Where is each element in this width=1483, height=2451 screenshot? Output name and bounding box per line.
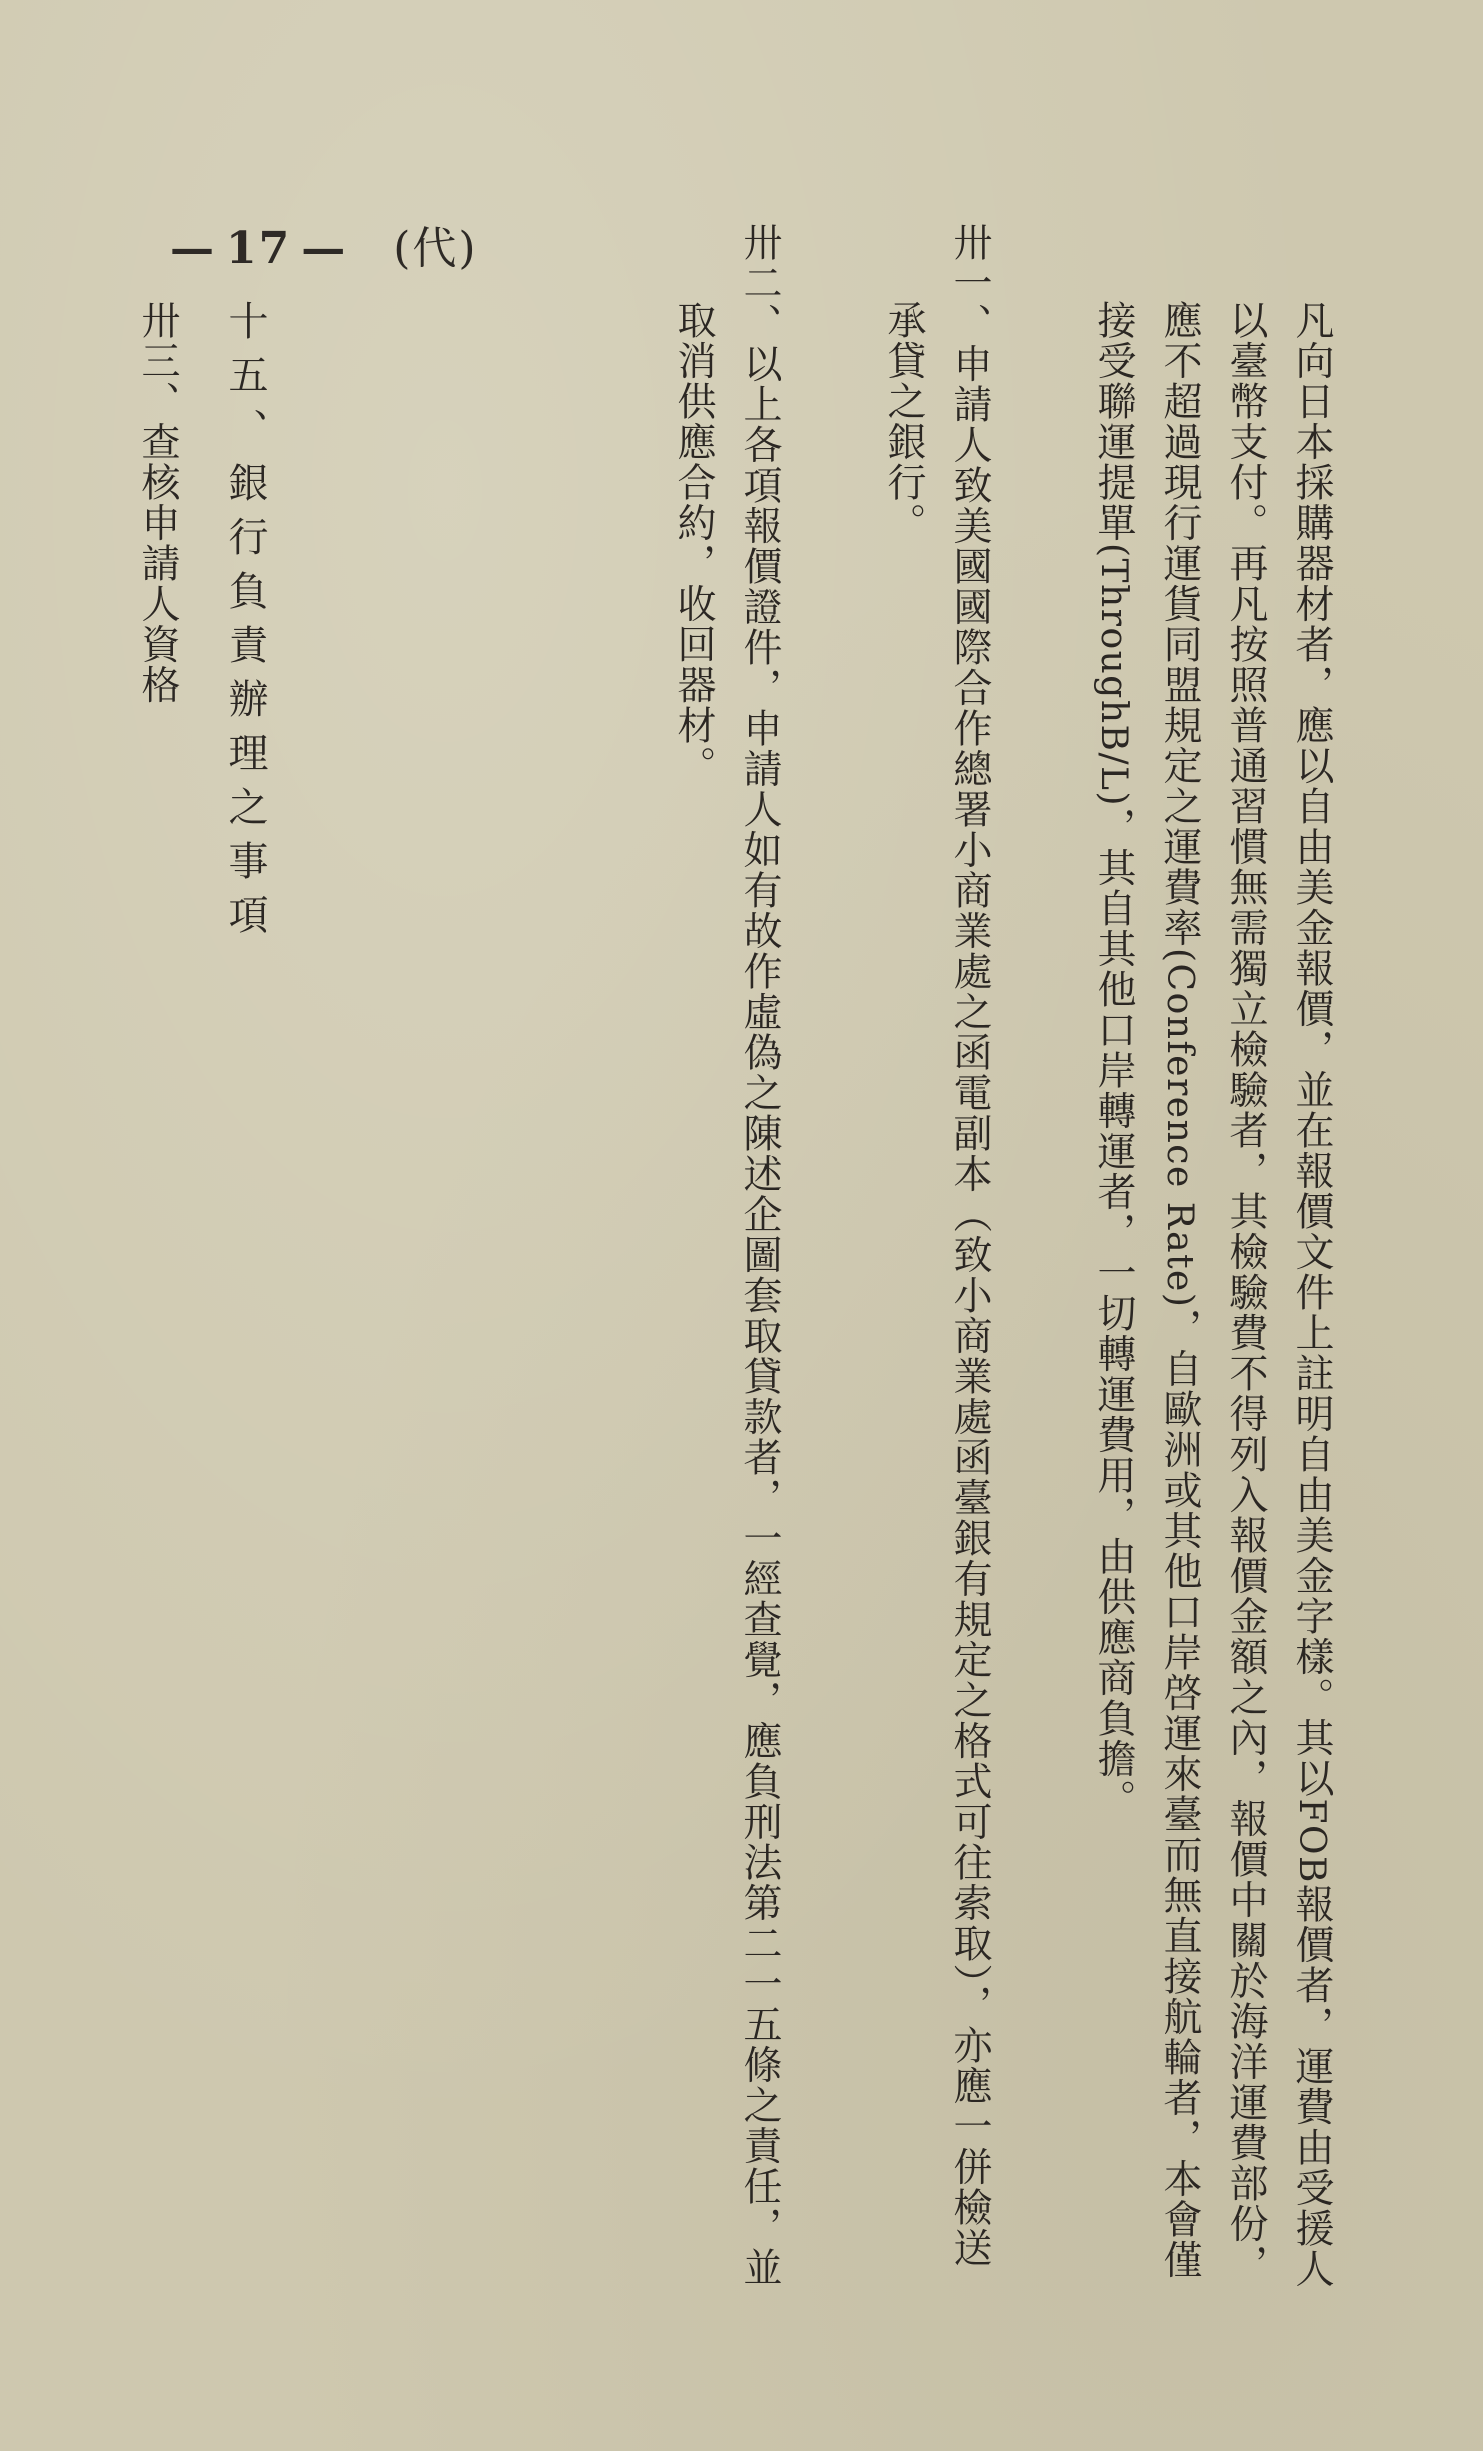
- intro-latin-through-bl: (ThroughB/L): [1093, 543, 1134, 808]
- page-number-dash-right: —: [301, 223, 348, 274]
- article-32: [660, 222, 870, 2300]
- article-31: [870, 222, 1080, 2300]
- paragraph-intro: [1080, 300, 1383, 2300]
- article-33-title: 查核申請人資格: [135, 421, 180, 705]
- intro-text-1: 凡向日本採購器材者，應以自由美金報價，並在報價文件上註明自由美金字樣。其以: [1289, 300, 1334, 1799]
- intro-text-3: ，自歐洲或其他口岸啓運來臺而無直接航輪者，本會僅接受聯運提單: [1091, 300, 1202, 2281]
- intro-text-2: 報價者，運費由受援人以臺幣支付。再凡按照普通習慣無需獨立檢驗者，其檢驗費不得列入報價金額之內，報價中關於海洋運費部份，應不超過現行運貨同盟規定之運費率: [1157, 300, 1334, 2289]
- intro-latin-conference-rate: (Conference Rate): [1159, 948, 1200, 1309]
- intro-text-4: ，其自其他口岸轉運者，一切轉運費用，由供應商負擔。: [1091, 807, 1136, 1820]
- article-33-heading: [124, 300, 190, 2300]
- article-31-text: 申請人致美國國際合作總署小商業處之函電副本（致小商業處函臺銀有規定之格式可往索取），亦應一併檢送承貸之銀行。: [881, 300, 992, 2268]
- article-31-label: 卅一、: [947, 222, 992, 344]
- article-33-label: 卅三、: [135, 300, 180, 422]
- intro-latin-fob: FOB: [1291, 1798, 1332, 1884]
- section-heading: 十五、銀行負責辦理之事項: [222, 300, 268, 948]
- article-33-item-1: [0, 300, 124, 2300]
- article-32-label: 卅二、: [737, 222, 782, 344]
- page-number-value: 17: [226, 223, 292, 274]
- page-number: [160, 212, 478, 276]
- article-32-text: 以上各項報價證件，申請人如有故作虛偽之陳述企圖套取貸款者，一經查覺，應負刑法第二一五條之責任，並取消供應合約，收回器材。: [671, 300, 782, 2288]
- page-note: (代): [393, 223, 478, 274]
- page-number-dash-left: —: [170, 223, 216, 274]
